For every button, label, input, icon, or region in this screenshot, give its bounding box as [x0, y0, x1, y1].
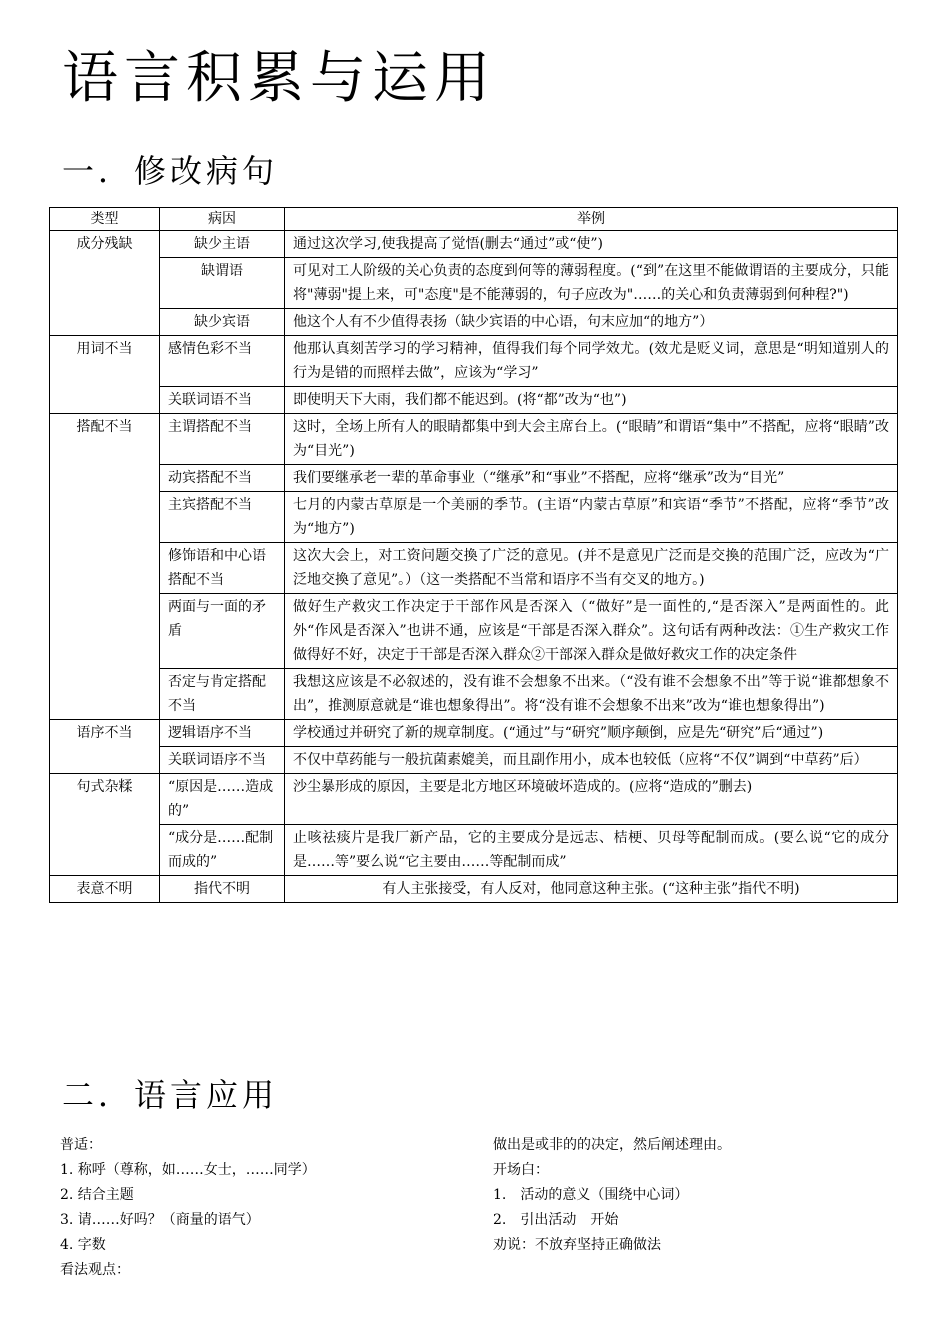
example-cell: 止咳祛痰片是我厂新产品，它的主要成分是远志、桔梗、贝母等配制而成。(要么说“它的成分是……等”要么说“它主要由……等配制而成”: [285, 825, 898, 876]
error-cause-cell: 关联词语不当: [160, 387, 285, 414]
error-type-cell: 句式杂糅: [50, 774, 160, 876]
table-row: [50, 747, 898, 774]
example-cell: 沙尘暴形成的原因，主要是北方地区环境破坏造成的。(应将“造成的”删去): [285, 774, 898, 825]
table-row: [50, 414, 898, 465]
note-line: 1. 活动的意义（围绕中心词）: [493, 1187, 689, 1203]
note-line: 2. 引出活动 开始: [493, 1212, 619, 1228]
note-line: 3. 请……好吗？（商量的语气）: [60, 1212, 260, 1228]
table-row: [50, 774, 898, 825]
notes-right-column: [493, 1133, 893, 1258]
header-type: 类型: [50, 208, 160, 231]
error-cause-cell: “原因是……造成的”: [160, 774, 285, 825]
sentence-error-table: [49, 207, 898, 903]
page-title: 语言积累与运用: [62, 46, 496, 111]
error-cause-cell: 指代不明: [160, 876, 285, 903]
table-row: [50, 594, 898, 669]
note-line: 看法观点：: [60, 1262, 130, 1278]
example-cell: 这次大会上，对工资问题交換了广泛的意见。(并不是意见广泛而是交換的范围广泛，应改为“广泛地交換了意见”。）（这一类搭配不当常和语序不当有交叉的地方。): [285, 543, 898, 594]
error-cause-cell: 主谓搭配不当: [160, 414, 285, 465]
error-cause-cell: 否定与肯定搭配不当: [160, 669, 285, 720]
note-line: 4. 字数: [60, 1237, 106, 1253]
note-line: 劝说：不放弃坚持正确做法: [493, 1237, 661, 1253]
error-type-cell: 语序不当: [50, 720, 160, 774]
table-header-row: [50, 208, 898, 231]
example-cell: 学校通过并研究了新的规章制度。(“通过”与“研究”顺序颠倒，应是先“研究”后“通过”): [285, 720, 898, 747]
table-row: [50, 336, 898, 387]
table-row: [50, 387, 898, 414]
table-row: [50, 492, 898, 543]
table-row: [50, 825, 898, 876]
error-cause-cell: 动宾搭配不当: [160, 465, 285, 492]
example-cell: 即使明天下大雨，我们都不能迟到。(将“都”改为“也”): [285, 387, 898, 414]
error-cause-cell: 主宾搭配不当: [160, 492, 285, 543]
table-row: [50, 720, 898, 747]
header-cause: 病因: [160, 208, 285, 231]
error-cause-cell: 修饰语和中心语搭配不当: [160, 543, 285, 594]
notes-left-column: [60, 1133, 460, 1283]
example-cell: 通过这次学习,使我提高了觉悟(删去“通过”或“使”): [285, 231, 898, 258]
section-heading-language-use: 二．语言应用: [62, 1076, 279, 1114]
error-cause-cell: 感情色彩不当: [160, 336, 285, 387]
note-line: 2. 结合主题: [60, 1187, 134, 1203]
error-cause-cell: 逻辑语序不当: [160, 720, 285, 747]
example-cell: 他这个人有不少值得表扬（缺少宾语的中心语，句末应加“的地方”）: [285, 309, 898, 336]
example-cell: 不仅中草药能与一般抗菌素媲美，而且副作用小，成本也较低（应将“不仅”调到“中草药”后）: [285, 747, 898, 774]
table-row: [50, 258, 898, 309]
error-cause-cell: 关联词语序不当: [160, 747, 285, 774]
note-line: 做出是或非的的决定，然后阐述理由。: [493, 1137, 731, 1153]
error-type-cell: 成分残缺: [50, 231, 160, 336]
note-line: 1. 称呼（尊称，如……女士，……同学）: [60, 1162, 316, 1178]
table-row: [50, 669, 898, 720]
error-cause-cell: 缺谓语: [160, 258, 285, 309]
example-cell: 他那认真刻苦学习的学习精神，值得我们每个同学效尤。(效尤是贬义词，意思是“明知道别人的行为是错的而照样去做”，应该为“学习”: [285, 336, 898, 387]
table-row: [50, 876, 898, 903]
table-row: [50, 231, 898, 258]
table-row: [50, 309, 898, 336]
note-line: 普适：: [60, 1137, 102, 1153]
table-row: [50, 465, 898, 492]
example-cell: 这时，全场上所有人的眼睛都集中到大会主席台上。(“眼睛”和谓语“集中”不搭配，应将“眼睛”改为“目光”): [285, 414, 898, 465]
error-cause-cell: “成分是……配制而成的”: [160, 825, 285, 876]
error-cause-cell: 缺少宾语: [160, 309, 285, 336]
error-type-cell: 表意不明: [50, 876, 160, 903]
table-row: [50, 543, 898, 594]
error-cause-cell: 缺少主语: [160, 231, 285, 258]
section-heading-sentence-correction: 一．修改病句: [62, 152, 279, 190]
error-cause-cell: 两面与一面的矛盾: [160, 594, 285, 669]
error-type-cell: 用词不当: [50, 336, 160, 414]
example-cell: 我们要继承老一辈的革命事业（“继承”和“事业”不搭配，应将“继承”改为“目光”: [285, 465, 898, 492]
table-body: [50, 231, 898, 903]
example-cell: 可见对工人阶级的关心负责的态度到何等的薄弱程度。(“到”在这里不能做谓语的主要成分，只能将"薄弱"提上来，可"态度"是不能薄弱的，句子应改为"……的关心和负责薄弱到何种程?"): [285, 258, 898, 309]
example-cell: 做好生产救灾工作决定于干部作风是否深入（“做好”是一面性的,“是否深入”是两面性的。此外“作风是否深入”也讲不通，应该是“干部是否深入群众”。这句话有两种改法：①生产救灾工作做得好不好，决定于干部是否深入群众②干部深入群众是做好救灾工作的决定条件: [285, 594, 898, 669]
example-cell: 有人主张接受，有人反对，他同意这种主张。(“这种主张”指代不明): [285, 876, 898, 903]
header-example: 举例: [285, 208, 898, 231]
example-cell: 我想这应该是不必叙述的，没有谁不会想象不出来。（“没有谁不会想象不出”等于说“谁都想象不出”，推测原意就是“谁也想象得出”。将“没有谁不会想象不出来”改为“谁也想象得出”): [285, 669, 898, 720]
example-cell: 七月的内蒙古草原是一个美丽的季节。(主语“内蒙古草原”和宾语“季节”不搭配，应将“季节”改为“地方”): [285, 492, 898, 543]
error-type-cell: 搭配不当: [50, 414, 160, 720]
note-line: 开场白：: [493, 1162, 549, 1178]
